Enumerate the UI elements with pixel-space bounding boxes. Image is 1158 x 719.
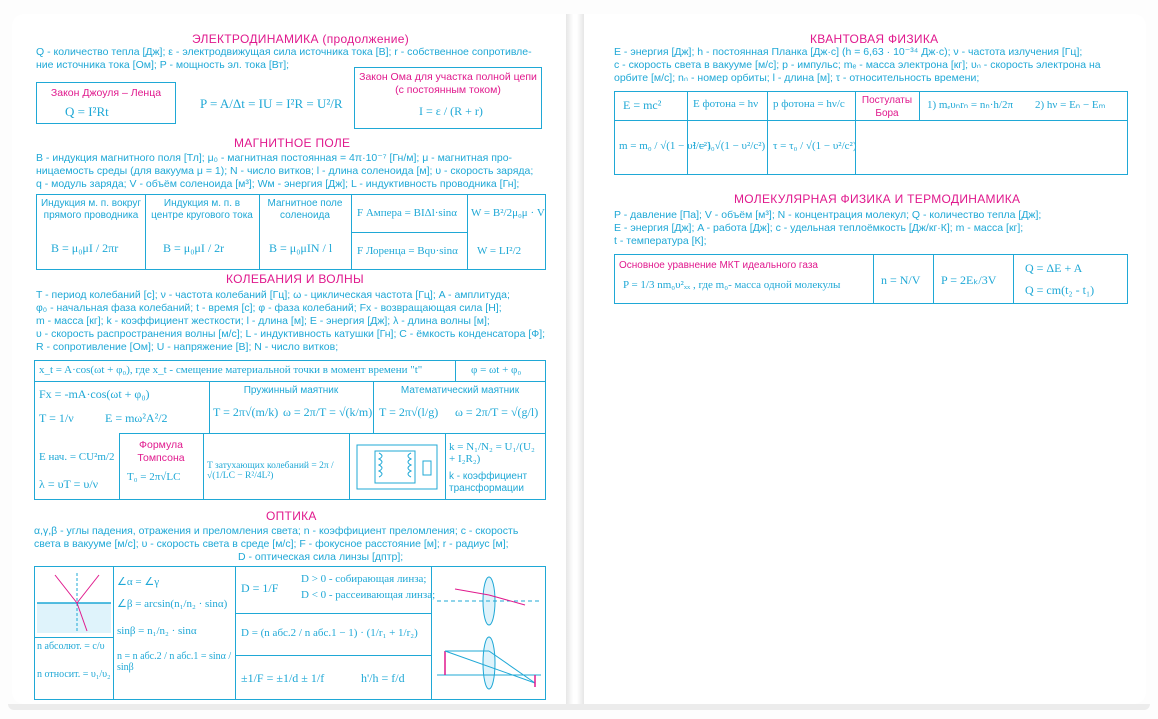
d3-formula: ±1/F = ±1/d ± 1/f <box>241 671 325 685</box>
power-formula: P = A/Δt = IU = I²R = U²/R <box>200 96 343 111</box>
optics-title: ОПТИКА <box>266 509 317 523</box>
quantum-line-1: E - энергия [Дж]; h - постоянная Планка [Дж·с] (h = 6,63 · 10⁻³⁴ Дж·с); ν - частота излучения [Гц]; <box>614 46 1083 58</box>
electro-line-2: ние источника тока [Ом]; P - мощность эл. тока [Вт]; <box>36 59 290 71</box>
p-photon-formula: p фотона = hν/c <box>773 98 845 110</box>
waves-line-2: φ₀ - начальная фаза колебаний; t - время [с]; φ - фаза колебаний; Fx - возвращающая сила [Н]; <box>36 302 502 314</box>
fx-formula: Fx = -mA·cos(ωt + φ₀) <box>39 387 150 401</box>
left-page <box>12 14 566 704</box>
mkt-formula: P = 1/3 nm₀υ²ₓₓ , где m₀- масса одной молекулы <box>623 279 841 291</box>
molecular-line-2: E - энергия [Дж]; A - работа [Дж]; c - удельная теплоёмкость [Дж/кг·К]; m - масса [кг]; <box>614 222 1024 234</box>
bohr-postulate-1: 1) mₑυₙrₙ = nₙ·h/2π <box>927 99 1014 111</box>
phase-formula: φ = ωt + φ₀ <box>471 364 522 376</box>
mass-relativity: m = m₀ / √(1 − υ²/c²) <box>619 140 711 152</box>
e-photon-formula: E фотона = hν <box>693 98 759 110</box>
quantum-line-3: орбите [м/с]; nₙ - номер орбиты; l - длина [м]; τ - относительность времени; <box>614 72 980 84</box>
molecular-table <box>614 254 1128 304</box>
optics-table <box>34 566 546 700</box>
transformer-label: k - коэффициент трансформации <box>449 471 528 494</box>
energy-w2: W = LI²/2 <box>477 245 522 257</box>
page-shadow <box>8 704 1150 710</box>
bohr-title: Постулаты Бора <box>861 95 913 119</box>
time-relativity: τ = τ₀ / √(1 − υ²/c²) <box>773 140 857 152</box>
magnet-line-3: q - модуль заряда; V - объём соленоида [м³]; Wм - энергия [Дж]; L - индуктивность проводника [Гн]; <box>36 178 520 190</box>
waves-table <box>34 360 546 500</box>
magnet-cell-2-title: Индукция м. п. в центре кругового тока <box>151 198 253 221</box>
concentration-formula: n = N/V <box>881 273 921 287</box>
magnet-cell-1-title: Индукция м. п. вокруг прямого проводника <box>40 198 142 221</box>
quantum-title: КВАНТОВАЯ ФИЗИКА <box>810 32 939 46</box>
math-omega: ω = 2π/T = √(g/l) <box>455 405 539 419</box>
magnet-line-2: ницаемость среды (для вакуума μ = 1); N - число витков; l - длина соленоида [м]; υ - скорость заряда; <box>36 165 534 177</box>
n-relative-formula: n = n абс.2 / n абс.1 = sinα / sinβ <box>117 651 232 673</box>
n-abs-formula: n абсолют. = c/υ <box>37 641 105 652</box>
waves-line-4: υ - скорость распространения волны [м/с]; L - индуктивность катушки [Гн]; C - ёмкость конденсатора [Ф]; <box>36 328 546 340</box>
mkt-title: Основное уравнение МКТ идеального газа <box>619 260 818 271</box>
spring-omega: ω = 2π/T = √(k/m) <box>283 405 373 419</box>
quantum-table <box>614 91 1128 175</box>
lorentz-force: F Лоренца = Bqυ·sinα <box>357 245 458 257</box>
d-positive: D > 0 - собирающая линза; <box>301 573 427 585</box>
ohm-title: Закон Ома для участка полной цепи (с постоянным током) <box>359 71 537 96</box>
e-init-formula: E нач. = CU²m/2 <box>39 451 115 463</box>
joule-title: Закон Джоуля – Ленца <box>50 87 162 99</box>
energy-formula: E = mω²A²/2 <box>105 411 168 425</box>
lambda-formula: λ = υT = υ/ν <box>39 477 99 491</box>
ampere-force: F Ампера = BIΔl·sinα <box>357 207 458 219</box>
heat-formula: Q = cm(t₂ - t₁) <box>1025 283 1095 297</box>
magnet-title: МАГНИТНОЕ ПОЛЕ <box>234 136 351 150</box>
math-period: T = 2π√(l/g) <box>379 405 439 419</box>
molecular-line-3: t - температура [К]; <box>614 235 707 247</box>
pressure-energy-formula: P = 2Eₖ/3V <box>941 273 997 287</box>
energy-w1: W = B²/2μ₀μ · V <box>471 207 545 219</box>
magnet-cell-1-formula: B = μ₀μI / 2πr <box>51 241 119 255</box>
d1-formula: D = 1/F <box>241 581 279 595</box>
d2-formula: D = (n абс.2 / n абс.1 − 1) · (1/r₁ + 1/r₂) <box>241 627 418 639</box>
bohr-postulate-2: 2) hν = Eₙ − Eₘ <box>1035 99 1106 111</box>
molecular-line-1: P - давление [Па]; V - объём [м³]; N - концентрация молекул; Q - количество тепла [Дж]; <box>614 209 1042 221</box>
electro-title: ЭЛЕКТРОДИНАМИКА (продолжение) <box>192 32 410 46</box>
optics-line-3: D - оптическая сила линзы [дптр]; <box>238 551 404 563</box>
spring-period: T = 2π√(m/k) <box>213 405 279 419</box>
refraction-diagram-icon <box>37 569 111 635</box>
molecular-title: МОЛЕКУЛЯРНАЯ ФИЗИКА И ТЕРМОДИНАМИКА <box>734 192 1021 206</box>
damped-formula: T затухающих колебаний = 2π / √(1/LC − R²/4L²) <box>207 461 334 481</box>
joule-box <box>36 82 176 124</box>
joule-formula: Q = I²Rt <box>65 104 109 119</box>
beta-formula: ∠β = arcsin(n₁/n₂ · sinα) <box>117 598 228 610</box>
magnet-cell-3-formula: B = μ₀μIN / l <box>269 241 333 255</box>
electro-line-1: Q - количество тепла [Дж]; ε - электродвижущая сила источника тока [В]; r - собственное сопротивле- <box>36 46 532 58</box>
d4-formula: h'/h = f/d <box>361 671 405 685</box>
n-otn-formula: n относит. = υ₁/υ₂ <box>37 669 111 680</box>
lens-diagram-icon <box>435 571 543 695</box>
transformer-icon <box>353 439 441 495</box>
magnet-table <box>36 194 546 270</box>
d-negative: D < 0 - рассеивающая линза; <box>301 589 436 601</box>
math-title: Математический маятник <box>400 385 520 396</box>
waves-title: КОЛЕБАНИЯ И ВОЛНЫ <box>226 272 364 286</box>
magnet-cell-2-formula: B = μ₀μI / 2r <box>163 241 225 255</box>
waves-line-3: m - масса [кг]; k - коэффициент жесткости; l - длина [м]; E - энергия [Дж]; λ - длина волны [м]; <box>36 315 490 327</box>
ohm-formula: I = ε / (R + r) <box>419 104 483 118</box>
length-relativity: l = l₀√(1 − υ²/c²) <box>693 140 766 152</box>
first-law-formula: Q = ΔE + A <box>1025 261 1083 275</box>
angle-equality: ∠α = ∠γ <box>117 576 160 588</box>
book-spine <box>566 14 584 704</box>
quantum-line-2: c - скорость света в вакууме [м/с]; p - импульс; mₑ - масса электрона [кг]; υₙ - скорость электрона на <box>614 59 1101 71</box>
magnet-cell-3-title: Магнитное поле соленоида <box>267 198 343 221</box>
waves-line-5: R - сопротивление [Ом]; U - напряжение [В]; N - число витков; <box>36 341 339 353</box>
emc2-formula: E = mc² <box>623 98 662 112</box>
magnet-line-1: B - индукция магнитного поля [Тл]; μ₀ - магнитная постоянная = 4π·10⁻⁷ [Гн/м]; μ - магнитная про- <box>36 152 513 164</box>
thomson-title: Формула Томпсона <box>137 439 185 464</box>
waves-line-1: T - период колебаний [с]; ν - частота колебаний [Гц]; ω - циклическая частота [Гц]; A - амплитуда; <box>36 289 510 301</box>
transformer-formula: k = N₁/N₂ = U₁/(U₂ + I₂R₂) <box>449 441 535 465</box>
optics-line-1: α,γ,β - углы падения, отражения и преломления света; n - коэффициент преломления; c - скорость <box>34 525 519 537</box>
thomson-formula: T₀ = 2π√LC <box>127 471 181 483</box>
ohm-box <box>354 67 542 129</box>
spring-title: Пружинный маятник <box>243 385 339 396</box>
t-nu-formula: T = 1/ν <box>39 411 74 425</box>
optics-line-2: света в вакууме [м/с]; υ - скорость света в среде [м/с]; F - фокусное расстояние [м]; r - радиус [м]; <box>34 538 509 550</box>
sin-beta-formula: sinβ = n₁/n₂ · sinα <box>117 625 197 637</box>
right-page <box>584 14 1146 704</box>
xt-formula: x_t = A·cos(ωt + φ₀), где x_t - смещение материальной точки в момент времени "t" <box>39 364 423 376</box>
